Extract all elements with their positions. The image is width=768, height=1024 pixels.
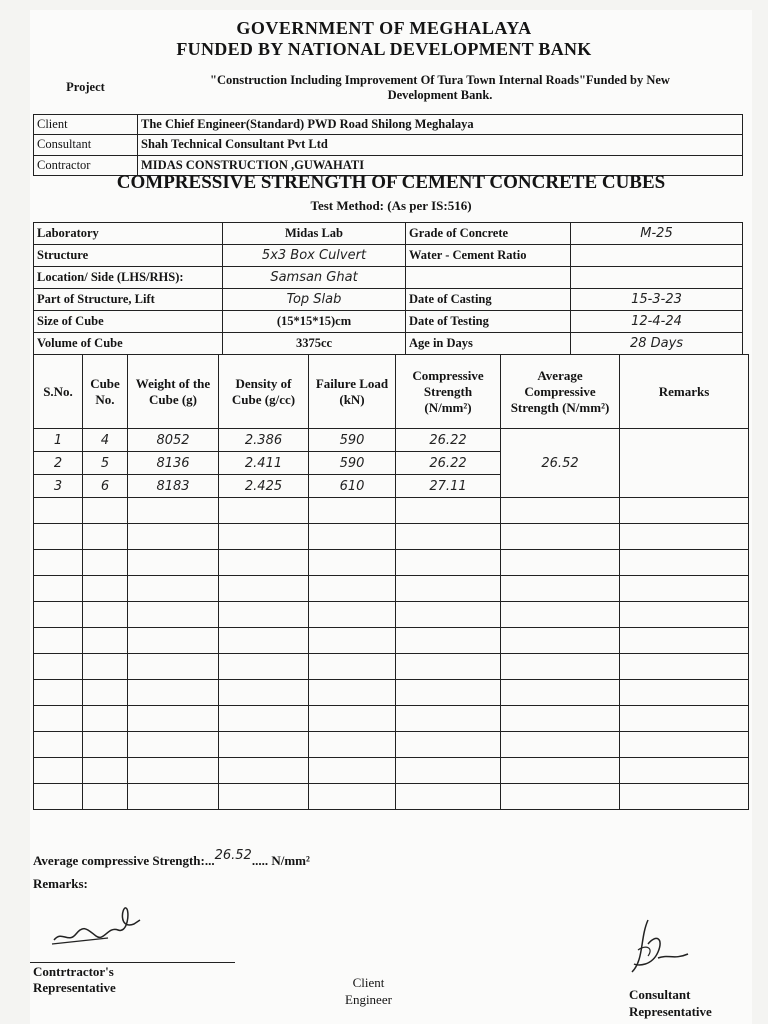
cell-strength	[396, 628, 501, 654]
cell-remarks	[620, 524, 749, 550]
cell-sno	[34, 602, 83, 628]
cell-average	[501, 498, 620, 524]
cell-load	[309, 654, 396, 680]
cell-strength	[396, 758, 501, 784]
volume-value: 3375cc	[223, 333, 406, 355]
details-table	[33, 222, 743, 355]
cell-load	[309, 498, 396, 524]
avg-dots-left: ...	[204, 853, 215, 868]
cell-strength	[396, 784, 501, 810]
cell-strength	[396, 680, 501, 706]
cell-sno	[34, 628, 83, 654]
info-table	[33, 62, 743, 176]
cell-strength	[396, 524, 501, 550]
cell-weight: 8136	[128, 452, 219, 475]
cell-strength	[396, 550, 501, 576]
cell-remarks	[620, 706, 749, 732]
cell-density	[219, 706, 309, 732]
client-value: The Chief Engineer(Standard) PWD Road Shilong Meghalaya	[138, 114, 743, 134]
cell-sno	[34, 784, 83, 810]
cell-remarks	[620, 550, 749, 576]
cell-strength	[396, 498, 501, 524]
avg-strength-line	[33, 848, 310, 869]
project-label: Project	[34, 62, 138, 114]
cell-weight	[128, 628, 219, 654]
cell-cube	[83, 784, 128, 810]
wc-ratio-value	[571, 245, 743, 267]
testing-value: 12-4-24	[571, 311, 743, 333]
cell-cube	[83, 628, 128, 654]
cell-sno: 3	[34, 475, 83, 498]
cell-density	[219, 576, 309, 602]
cell-weight	[128, 706, 219, 732]
cell-load	[309, 758, 396, 784]
cell-density: 2.411	[219, 452, 309, 475]
cell-strength	[396, 576, 501, 602]
remarks-label: Remarks:	[33, 876, 88, 891]
cell-sno	[34, 524, 83, 550]
cell-remarks	[620, 429, 749, 498]
cell-density	[219, 550, 309, 576]
cell-average	[501, 680, 620, 706]
cell-sno	[34, 680, 83, 706]
cell-average	[501, 784, 620, 810]
cell-load: 610	[309, 475, 396, 498]
cell-weight	[128, 654, 219, 680]
title-government: GOVERNMENT OF MEGHALAYA	[236, 18, 532, 38]
cell-load: 590	[309, 429, 396, 452]
cell-load: 590	[309, 452, 396, 475]
cell-load	[309, 550, 396, 576]
cell-strength: 26.22	[396, 429, 501, 452]
grade-label: Grade of Concrete	[406, 223, 571, 245]
cell-density: 2.386	[219, 429, 309, 452]
cell-density	[219, 758, 309, 784]
laboratory-label: Laboratory	[34, 223, 223, 245]
cell-average	[501, 758, 620, 784]
cell-average	[501, 602, 620, 628]
cell-sno: 2	[34, 452, 83, 475]
table-row	[34, 680, 749, 706]
cell-cube	[83, 576, 128, 602]
cell-remarks	[620, 628, 749, 654]
cell-sno: 1	[34, 429, 83, 452]
consultant-rep: Consultant Representative	[629, 987, 712, 1019]
grade-value: M-25	[571, 223, 743, 245]
table-row	[34, 550, 749, 576]
cell-strength	[396, 706, 501, 732]
location-value: Samsan Ghat	[223, 267, 406, 289]
cell-remarks	[620, 680, 749, 706]
cell-weight	[128, 784, 219, 810]
cell-density	[219, 654, 309, 680]
cell-strength: 27.11	[396, 475, 501, 498]
cell-cube: 5	[83, 452, 128, 475]
casting-label: Date of Casting	[406, 289, 571, 311]
cell-sno	[34, 732, 83, 758]
table-row	[34, 654, 749, 680]
client-label: Client	[34, 114, 138, 134]
size-label: Size of Cube	[34, 311, 223, 333]
consultant-value: Shah Technical Consultant Pvt Ltd	[138, 134, 743, 155]
report-title: COMPRESSIVE STRENGTH OF CEMENT CONCRETE CUBES	[116, 172, 666, 193]
cell-load	[309, 524, 396, 550]
cell-cube: 4	[83, 429, 128, 452]
table-row	[34, 784, 749, 810]
cell-density	[219, 628, 309, 654]
cell-weight	[128, 758, 219, 784]
cell-cube	[83, 732, 128, 758]
cell-cube	[83, 550, 128, 576]
cell-load	[309, 628, 396, 654]
cell-remarks	[620, 654, 749, 680]
table-row	[34, 602, 749, 628]
volume-label: Volume of Cube	[34, 333, 223, 355]
cell-weight	[128, 524, 219, 550]
cell-remarks	[620, 498, 749, 524]
cell-weight	[128, 576, 219, 602]
cell-density	[219, 524, 309, 550]
col-density-header: Density of Cube (g/cc)	[219, 355, 309, 429]
avg-strength-label: Average compressive Strength:	[33, 853, 205, 868]
part-label: Part of Structure, Lift	[34, 289, 223, 311]
cell-average	[501, 524, 620, 550]
cell-average	[501, 628, 620, 654]
cell-strength	[396, 602, 501, 628]
testing-label: Date of Testing	[406, 311, 571, 333]
cell-cube	[83, 602, 128, 628]
cell-load	[309, 706, 396, 732]
col-sno-header: S.No.	[34, 355, 83, 429]
consultant-signature	[618, 914, 698, 984]
cell-strength: 26.22	[396, 452, 501, 475]
cell-cube	[83, 758, 128, 784]
cell-density	[219, 498, 309, 524]
cell-weight: 8183	[128, 475, 219, 498]
cell-sno	[34, 654, 83, 680]
contractor-rep: Contrtractor's Representative	[33, 964, 116, 995]
cell-density	[219, 680, 309, 706]
cell-sno	[34, 758, 83, 784]
col-strength-header: Compressive Strength (N/mm²)	[396, 355, 501, 429]
cell-sno	[34, 498, 83, 524]
size-value: (15*15*15)cm	[223, 311, 406, 333]
cell-cube: 6	[83, 475, 128, 498]
structure-label: Structure	[34, 245, 223, 267]
cell-weight	[128, 550, 219, 576]
project-value: "Construction Including Improvement Of Tura Town Internal Roads"Funded by New Development Bank.	[138, 62, 743, 114]
test-method: Test Method: (As per IS:516)	[310, 198, 472, 213]
structure-value: 5x3 Box Culvert	[223, 245, 406, 267]
avg-strength-value: 26.52	[214, 848, 252, 863]
cell-average	[501, 706, 620, 732]
laboratory-value: Midas Lab	[223, 223, 406, 245]
cell-cube	[83, 524, 128, 550]
cell-average	[501, 654, 620, 680]
cell-remarks	[620, 758, 749, 784]
cell-load	[309, 602, 396, 628]
cell-density	[219, 784, 309, 810]
table-row	[34, 628, 749, 654]
cell-load	[309, 680, 396, 706]
cell-remarks	[620, 732, 749, 758]
cell-sno	[34, 576, 83, 602]
col-average-header: Average Compressive Strength (N/mm²)	[501, 355, 620, 429]
cell-average	[501, 732, 620, 758]
cell-density	[219, 732, 309, 758]
location-empty	[406, 267, 571, 289]
cell-strength	[396, 654, 501, 680]
cell-remarks	[620, 784, 749, 810]
cell-cube	[83, 498, 128, 524]
cell-remarks	[620, 602, 749, 628]
age-label: Age in Days	[406, 333, 571, 355]
table-row	[34, 732, 749, 758]
cell-weight	[128, 602, 219, 628]
table-row	[34, 429, 749, 452]
cell-strength	[396, 732, 501, 758]
signature-line-left	[30, 962, 235, 963]
cell-weight	[128, 498, 219, 524]
contractor-signature	[48, 900, 158, 950]
client-engineer: Client Engineer	[345, 975, 392, 1007]
col-load-header: Failure Load (kN)	[309, 355, 396, 429]
part-value: Top Slab	[223, 289, 406, 311]
col-weight-header: Weight of the Cube (g)	[128, 355, 219, 429]
table-row	[34, 706, 749, 732]
cell-load	[309, 784, 396, 810]
location-empty-2	[571, 267, 743, 289]
table-row	[34, 758, 749, 784]
col-remarks-header: Remarks	[620, 355, 749, 429]
cell-average	[501, 550, 620, 576]
contractor-label: Contractor	[34, 155, 138, 175]
wc-ratio-label: Water - Cement Ratio	[406, 245, 571, 267]
table-row	[34, 498, 749, 524]
cell-density: 2.425	[219, 475, 309, 498]
contractor-value: MIDAS CONSTRUCTION ,GUWAHATI	[138, 155, 743, 175]
cell-density	[219, 602, 309, 628]
table-row	[34, 524, 749, 550]
cell-load	[309, 732, 396, 758]
table-row	[34, 576, 749, 602]
cell-weight	[128, 680, 219, 706]
age-value: 28 Days	[571, 333, 743, 355]
location-label: Location/ Side (LHS/RHS):	[34, 267, 223, 289]
cell-weight: 8052	[128, 429, 219, 452]
consultant-label: Consultant	[34, 134, 138, 155]
casting-value: 15-3-23	[571, 289, 743, 311]
cell-cube	[83, 706, 128, 732]
cell-sno	[34, 550, 83, 576]
avg-dots-right: ..... N/mm²	[251, 853, 310, 868]
title-funded-by: FUNDED BY NATIONAL DEVELOPMENT BANK	[176, 39, 592, 59]
cell-average	[501, 576, 620, 602]
cell-remarks	[620, 576, 749, 602]
cell-cube	[83, 680, 128, 706]
cell-sno	[34, 706, 83, 732]
results-table	[33, 354, 749, 810]
cell-load	[309, 576, 396, 602]
cell-cube	[83, 654, 128, 680]
col-cube-header: Cube No.	[83, 355, 128, 429]
cell-weight	[128, 732, 219, 758]
cell-average-strength: 26.52	[501, 429, 620, 498]
